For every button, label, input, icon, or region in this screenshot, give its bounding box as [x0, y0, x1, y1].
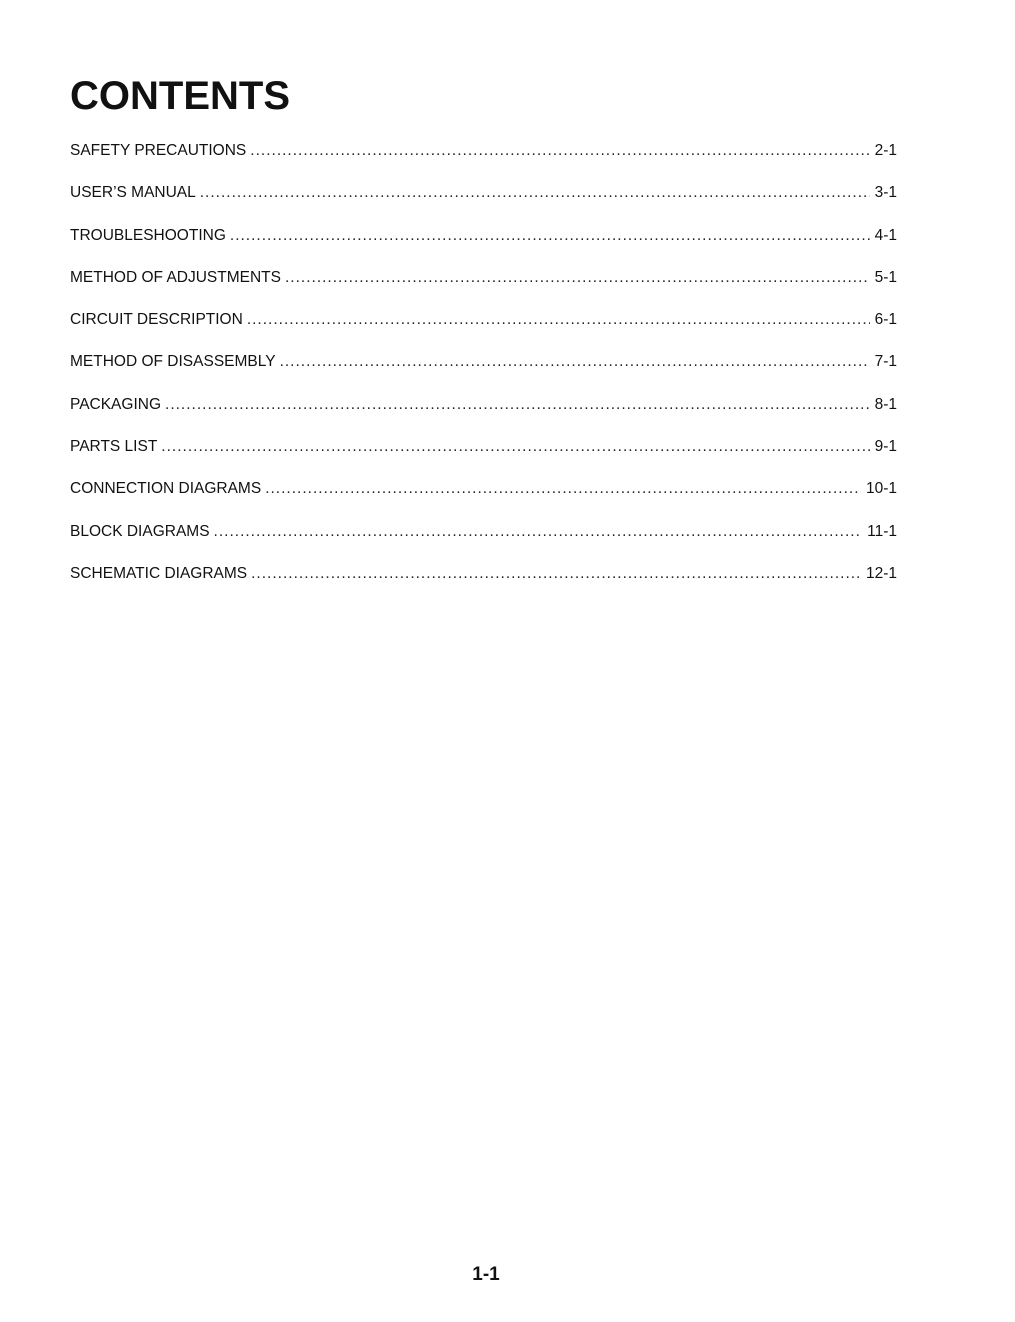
toc-entry-circuit-description[interactable]: [70, 309, 897, 351]
toc-entry-title: USER’S MANUAL: [70, 184, 196, 202]
toc-entry-schematic-diagrams[interactable]: [70, 563, 897, 605]
toc-entry-method-of-adjustments[interactable]: [70, 267, 897, 309]
toc-dot-leader: [265, 478, 861, 500]
toc-entry-page: 2-1: [874, 142, 897, 159]
toc-entry-block-diagrams[interactable]: [70, 521, 897, 563]
toc-entry-page: 10-1: [865, 480, 897, 498]
toc-entry-title: METHOD OF ADJUSTMENTS: [70, 268, 281, 286]
toc-entry-troubleshooting[interactable]: [70, 225, 897, 267]
toc-dot-leader: [280, 351, 870, 373]
toc-dot-leader: [285, 267, 870, 289]
toc-entry-title: TROUBLESHOOTING: [70, 226, 226, 244]
toc-entry-title: CIRCUIT DESCRIPTION: [70, 311, 243, 329]
page-title: CONTENTS: [70, 74, 290, 118]
toc-dot-leader: [165, 394, 870, 416]
toc-dot-leader: [214, 521, 863, 543]
toc-entry-page: 11-1: [867, 522, 897, 540]
toc-entry-connection-diagrams[interactable]: [70, 478, 897, 520]
toc-entry-packaging[interactable]: [70, 394, 897, 436]
toc-entry-title: CONNECTION DIAGRAMS: [70, 480, 262, 498]
toc-entry-title: SAFETY PRECAUTIONS: [70, 142, 247, 159]
toc-entry-page: 7-1: [874, 353, 897, 371]
toc-dot-leader: [251, 563, 861, 585]
toc-entry-title: BLOCK DIAGRAMS: [70, 522, 210, 540]
toc-entry-page: 6-1: [874, 311, 897, 329]
page-number: 1-1: [472, 1264, 500, 1285]
toc-dot-leader: [230, 225, 870, 247]
toc-entry-page: 12-1: [865, 564, 897, 582]
toc-dot-leader: [200, 182, 870, 204]
toc-entry-page: 8-1: [874, 395, 897, 413]
toc-entry-title: PARTS LIST: [70, 438, 158, 456]
toc-entry-safety-precautions[interactable]: [70, 140, 897, 182]
toc-entry-parts-list[interactable]: [70, 436, 897, 478]
toc-entry-page: 4-1: [874, 226, 897, 244]
toc-entry-page: 3-1: [874, 184, 897, 202]
toc-dot-leader: [161, 436, 869, 458]
toc-dot-leader: [247, 309, 870, 331]
toc-entry-users-manual[interactable]: [70, 182, 897, 224]
toc-entry-page: 5-1: [874, 268, 897, 286]
toc-entry-title: METHOD OF DISASSEMBLY: [70, 353, 276, 371]
toc-entry-title: PACKAGING: [70, 395, 162, 413]
toc-entry-method-of-disassembly[interactable]: [70, 351, 897, 393]
toc-entry-title: SCHEMATIC DIAGRAMS: [70, 564, 248, 582]
table-of-contents: [70, 140, 897, 605]
toc-dot-leader: [250, 140, 869, 162]
toc-entry-page: 9-1: [874, 438, 897, 456]
